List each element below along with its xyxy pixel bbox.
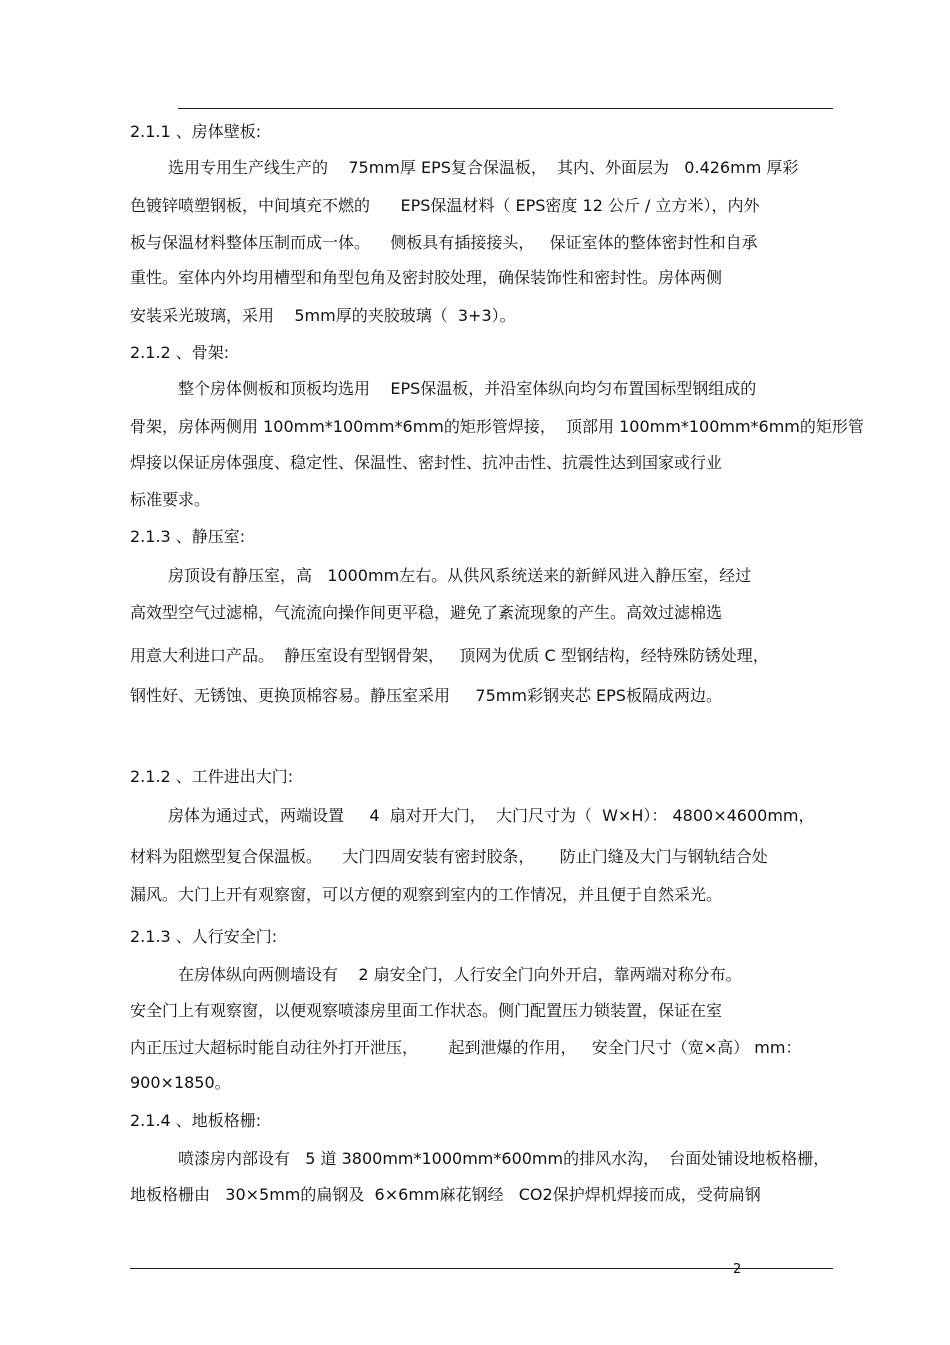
section-heading: 2.1.3 、人行安全门: bbox=[130, 927, 278, 946]
paragraph-line: 漏风。大门上开有观察窗，可以方便的观察到室内的工作情况，并且便于自然采光。 bbox=[130, 885, 723, 904]
header-rule bbox=[178, 108, 833, 109]
paragraph-line: 重性。室体内外均用槽型和角型包角及密封胶处理，确保装饰性和密封性。房体两侧 bbox=[130, 268, 723, 287]
paragraph-line: 喷漆房内部设有 5 道 3800mm*1000mm*600mm的排风水沟， 台面处铺设地板格栅， bbox=[178, 1149, 830, 1168]
paragraph-line: 色镀锌喷塑钢板，中间填充不燃的 EPS保温材料（ EPS密度 12 公斤 / 立方米），内外 bbox=[130, 196, 760, 215]
section-heading: 2.1.3 、静压室: bbox=[130, 527, 246, 546]
section-heading: 2.1.2 、骨架: bbox=[130, 343, 230, 362]
paragraph-line: 材料为阻燃型复合保温板。 大门四周安装有密封胶条， 防止门缝及大门与钢轨结合处 bbox=[130, 847, 768, 866]
paragraph-line: 房顶设有静压室，高 1000mm左右。从供风系统送来的新鲜风进入静压室，经过 bbox=[168, 566, 752, 585]
paragraph-line: 安全门上有观察窗，以便观察喷漆房里面工作状态。侧门配置压力锁装置，保证在室 bbox=[130, 1001, 723, 1020]
paragraph-line: 安装采光玻璃，采用 5mm厚的夹胶玻璃（ 3+3）。 bbox=[130, 306, 516, 325]
paragraph-line: 900×1850。 bbox=[130, 1073, 231, 1092]
page-number: 2 bbox=[733, 1262, 742, 1277]
section-heading: 2.1.4 、地板格栅: bbox=[130, 1111, 262, 1130]
paragraph-line: 选用专用生产线生产的 75mm厚 EPS复合保温板， 其内、外面层为 0.426mm 厚彩 bbox=[168, 158, 799, 177]
section-heading: 2.1.1 、房体壁板: bbox=[130, 122, 262, 141]
paragraph-line: 骨架，房体两侧用 100mm*100mm*6mm的矩形管焊接， 顶部用 100mm*100mm*6mm的矩形管 bbox=[130, 417, 864, 436]
paragraph-line: 高效型空气过滤棉，气流流向操作间更平稳，避免了紊流现象的产生。高效过滤棉选 bbox=[130, 603, 723, 622]
paragraph-line: 房体为通过式，两端设置 4 扇对开大门， 大门尺寸为（ W×H）： 4800×4600mm， bbox=[168, 806, 815, 825]
paragraph-line: 内正压过大超标时能自动往外打开泄压， 起到泄爆的作用， 安全门尺寸（宽×高） mm： bbox=[130, 1038, 802, 1057]
paragraph-line: 板与保温材料整体压制而成一体。 侧板具有插接接头， 保证室体的整体密封性和自承 bbox=[130, 233, 758, 252]
paragraph-line: 整个房体侧板和顶板均选用 EPS保温板，并沿室体纵向均匀布置国标型钢组成的 bbox=[178, 379, 757, 398]
footer-rule bbox=[130, 1268, 833, 1269]
paragraph-line: 地板格栅由 30×5mm的扁钢及 6×6mm麻花钢经 CO2保护焊机焊接而成，受荷扁钢 bbox=[130, 1185, 761, 1204]
paragraph-line: 在房体纵向两侧墙设有 2 扇安全门，人行安全门向外开启，靠两端对称分布。 bbox=[178, 965, 742, 984]
section-heading: 2.1.2 、工件进出大门: bbox=[130, 767, 294, 786]
paragraph-line: 标准要求。 bbox=[130, 490, 211, 509]
paragraph-line: 焊接以保证房体强度、稳定性、保温性、密封性、抗冲击性、抗震性达到国家或行业 bbox=[130, 453, 723, 472]
paragraph-line: 用意大利进口产品。 静压室设有型钢骨架， 顶网为优质 C 型钢结构，经特殊防锈处理， bbox=[130, 646, 769, 665]
paragraph-line: 钢性好、无锈蚀、更换顶棉容易。静压室采用 75mm彩钢夹芯 EPS板隔成两边。 bbox=[130, 686, 722, 705]
